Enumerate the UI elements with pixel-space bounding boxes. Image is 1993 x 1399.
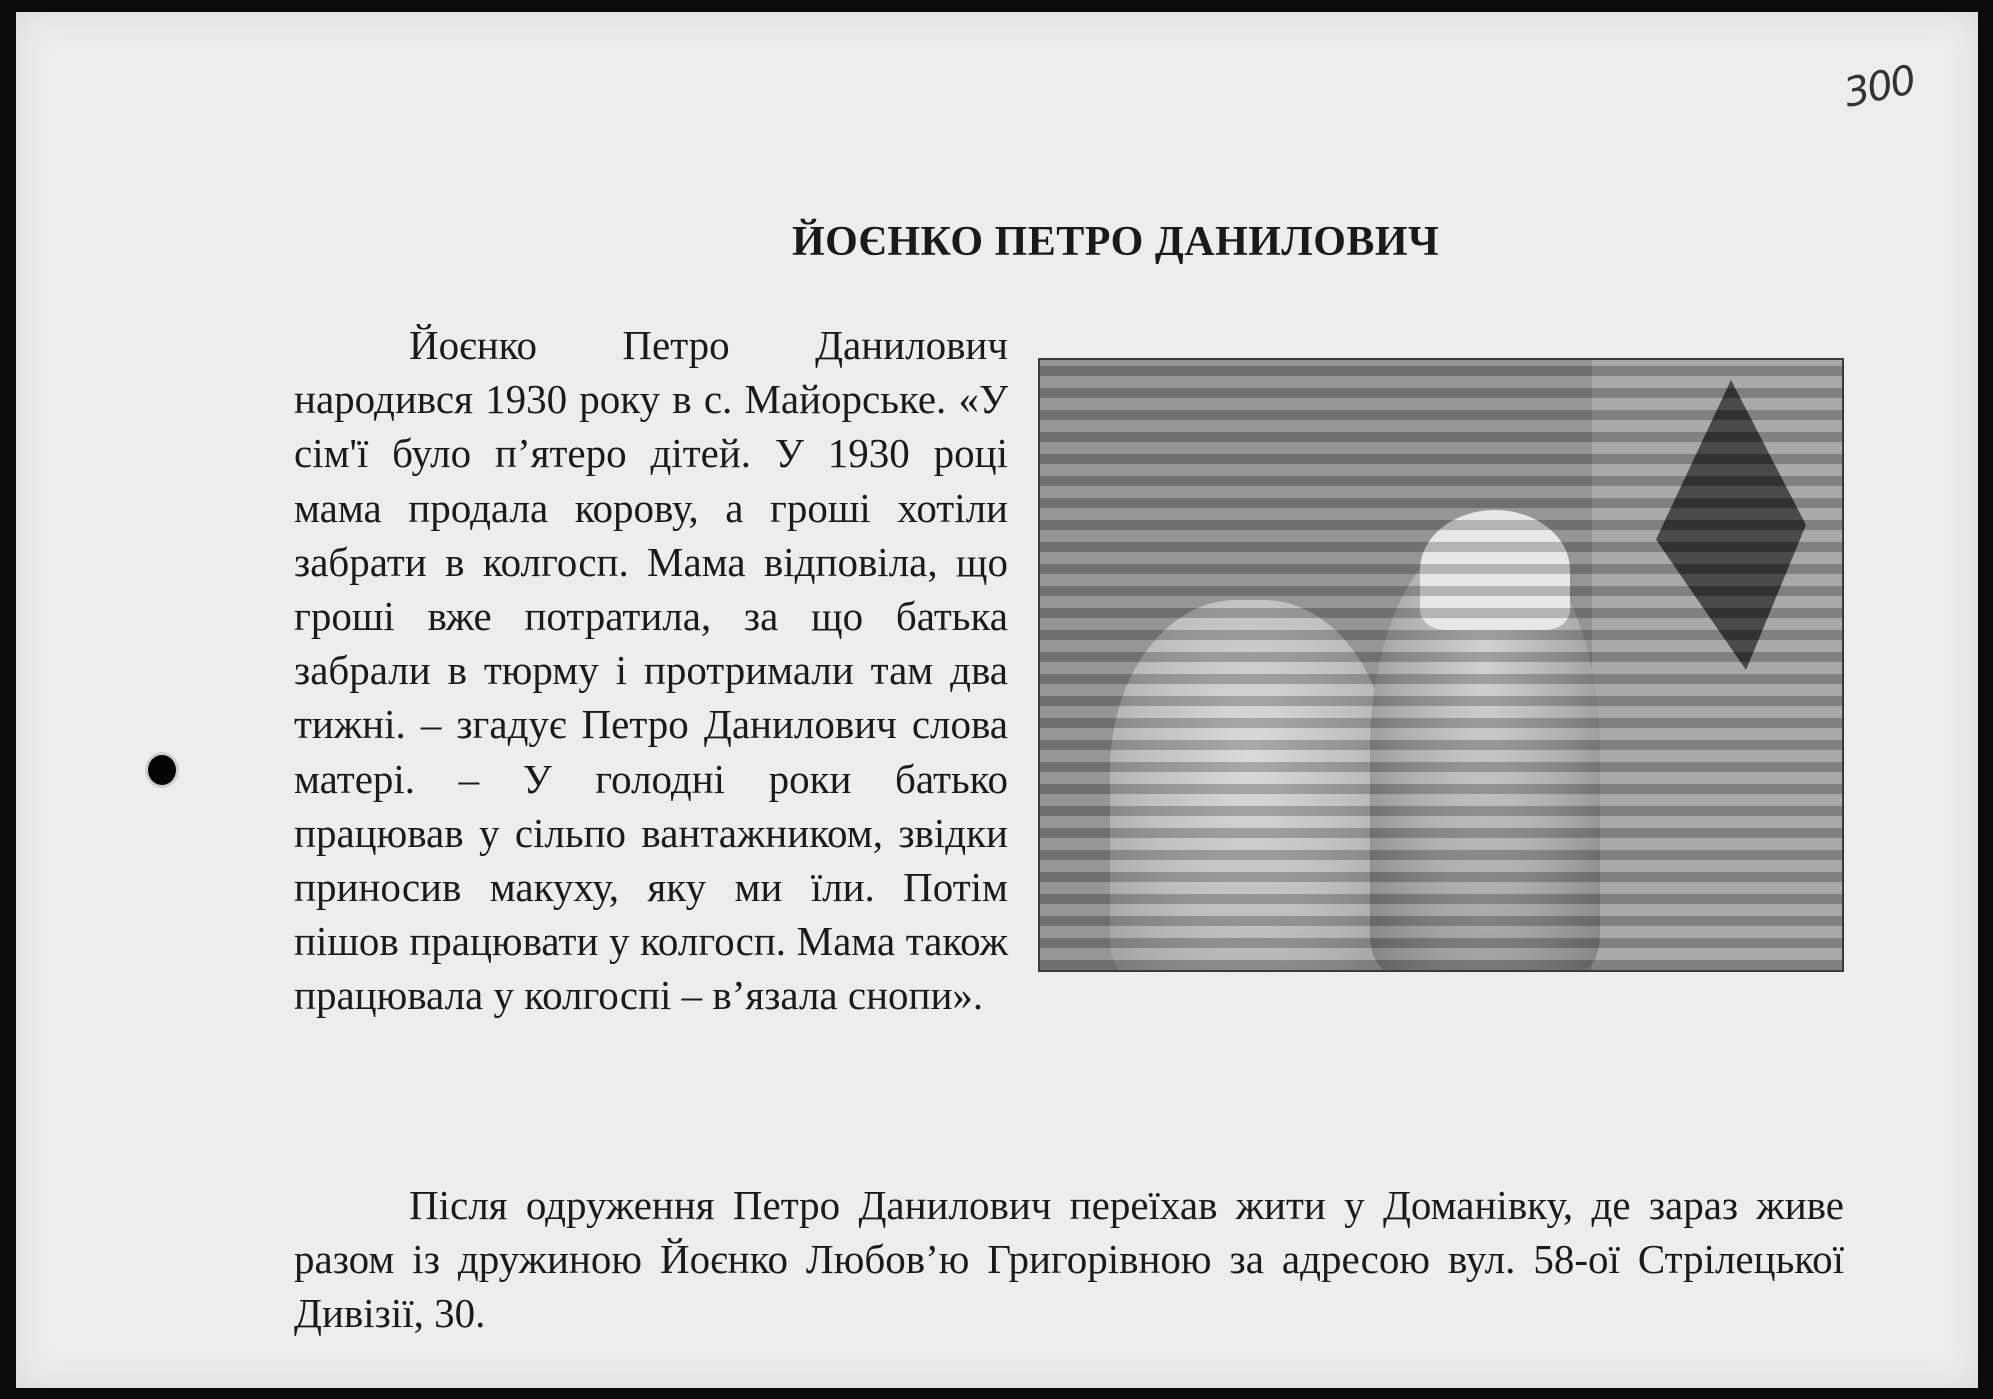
portrait-photo xyxy=(1038,358,1844,972)
paragraph-biography-text: Йоєнко Петро Данилович народився 1930 року в с. Майорське. «У сім'ї було п’ятеро дітей. У 1930 році мама продала корову, а гроші хотіли забрати в колгосп. Мама відповіла, що гроші вже потратила, за що батька забрали в тюрму і протримали там два тижні. – згадує Петро Данилович слова матері. – У голодні роки батько працював у сільпо вантажником, звідки приносив макуху, яку ми їли. Потім пішов працювати у колгосп. Мама також працювала у колгоспі – в’язала снопи». xyxy=(294,322,1008,1019)
photo-wall xyxy=(1592,360,1842,970)
photo-headscarf xyxy=(1420,510,1570,630)
punch-hole xyxy=(148,755,176,785)
photo-person-right xyxy=(1370,530,1600,970)
document-title: ЙОЄНКО ПЕТРО ДАНИЛОВИЧ xyxy=(792,219,1440,265)
page-number: 300 xyxy=(1839,57,1919,117)
photo-plant-leaf xyxy=(1656,380,1806,670)
paragraph-residence: Після одруження Петро Данилович переїхав жити у Доманівку, де зараз живе разом із дружиною Йоєнко Любов’ю Григорівною за адресою вул. 58-ої Стрілецької Дивізії, 30. xyxy=(294,1182,1844,1337)
photo-person-left xyxy=(1110,600,1390,972)
paragraph-biography xyxy=(294,318,1844,1023)
